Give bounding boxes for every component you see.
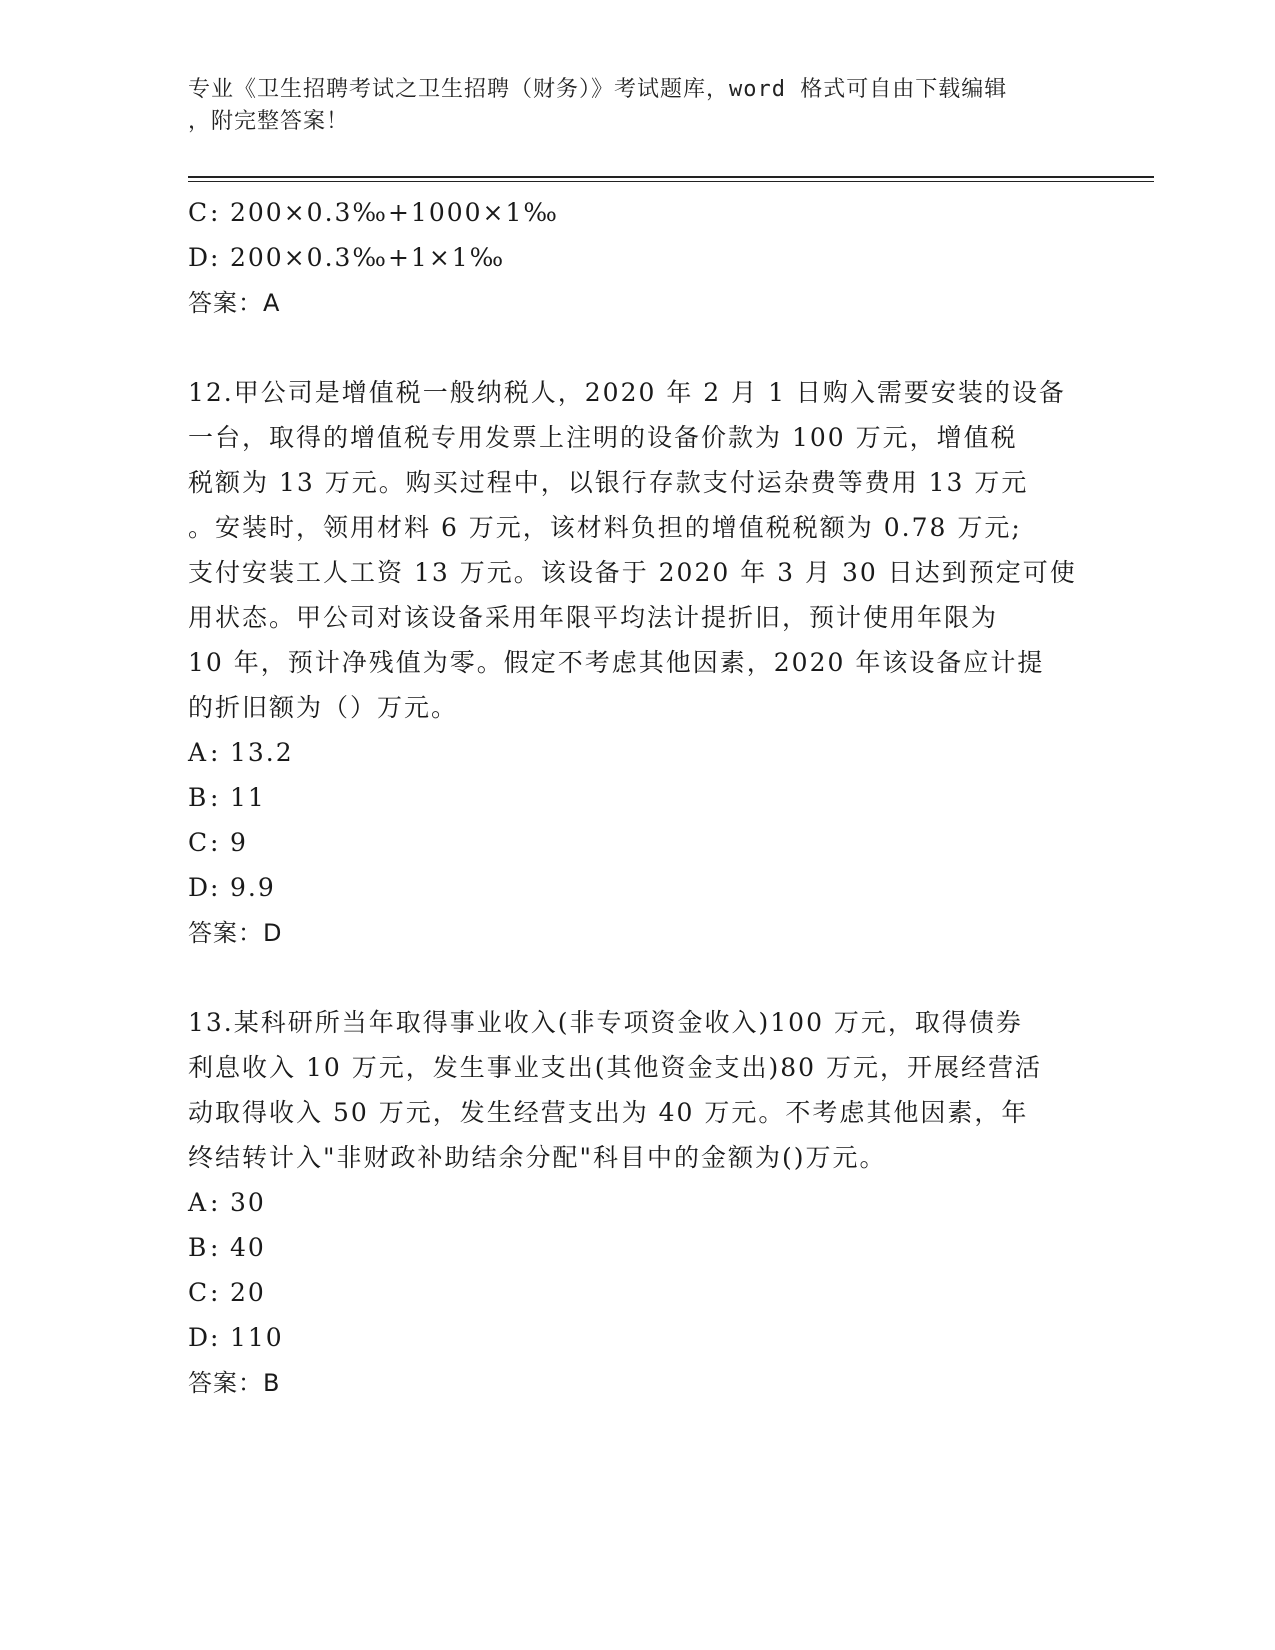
option-b [188,1225,1088,1270]
option-text: 200×0.3‰+1×1‰ [230,243,506,272]
option-separator: : [210,1233,221,1262]
option-letter: A [188,1188,209,1217]
option-text: 13.2 [230,738,294,767]
option-separator: : [210,828,221,857]
question-text-line: 。安装时，领用材料 6 万元，该材料负担的增值税税额为 0.78 万元; [188,513,1022,542]
question-text-line: 动取得收入 50 万元，发生经营支出为 40 万元。不考虑其他因素，年 [188,1098,1029,1127]
option-letter: D [188,1323,211,1352]
spacer [188,956,1088,1000]
question-text-line: 10 年，预计净残值为零。假定不考虑其他因素，2020 年该设备应计提 [188,648,1045,677]
question-text-line: 用状态。甲公司对该设备采用年限平均法计提折旧，预计使用年限为 [188,603,999,632]
header-divider-thick [188,176,1154,178]
option-d [188,865,1088,910]
header-line-2: ，附完整答案！ [188,109,350,134]
document-header [188,74,1088,138]
question-text-line: 13.某科研所当年取得事业收入(非专项资金收入)100 万元，取得债券 [188,1008,1023,1037]
question-text-line: 税额为 13 万元。购买过程中，以银行存款支付运杂费等费用 13 万元 [188,468,1029,497]
option-letter: C [188,198,210,227]
answer-line: 答案：B [188,1369,281,1397]
option-text: 9 [230,828,248,857]
option-separator: : [210,1278,221,1307]
answer-line: 答案：A [188,289,281,317]
header-line-1: 专业《卫生招聘考试之卫生招聘（财务）》考试题库，word 格式可自由下载编辑 [188,77,1008,102]
option-separator: : [210,198,221,227]
option-c [188,1270,1088,1315]
option-letter: C [188,828,210,857]
option-text: 9.9 [230,873,276,902]
option-separator: : [210,243,221,272]
option-d [188,235,1088,280]
option-separator: : [210,1323,221,1352]
question-text-line: 利息收入 10 万元，发生事业支出(其他资金支出)80 万元，开展经营活 [188,1053,1042,1082]
option-b [188,775,1088,820]
option-text: 200×0.3‰+1000×1‰ [230,198,559,227]
option-letter: A [188,738,209,767]
option-separator: : [210,873,221,902]
question-text-line: 一台，取得的增值税专用发票上注明的设备价款为 100 万元，增值税 [188,423,1018,452]
option-separator: : [210,738,221,767]
option-a [188,1180,1088,1225]
option-letter: C [188,1278,210,1307]
option-separator: : [210,1188,221,1217]
question-12 [188,370,1088,956]
option-text: 11 [230,783,266,812]
spacer [188,326,1088,370]
document-body [188,190,1088,1406]
question-text-line: 终结转计入"非财政补助结余分配"科目中的金额为()万元。 [188,1143,887,1172]
option-letter: D [188,243,211,272]
question-text-line: 的折旧额为（）万元。 [188,693,459,722]
question-13 [188,1000,1088,1406]
option-a [188,730,1088,775]
option-d [188,1315,1088,1360]
prev-question [188,190,1088,326]
question-text-line: 12.甲公司是增值税一般纳税人，2020 年 2 月 1 日购入需要安装的设备 [188,378,1066,407]
header-divider-thin [188,181,1154,182]
option-letter: D [188,873,211,902]
option-c [188,820,1088,865]
option-text: 110 [230,1323,284,1352]
option-text: 30 [230,1188,266,1217]
option-c [188,190,1088,235]
option-separator: : [210,783,221,812]
option-letter: B [188,1233,209,1262]
question-text-line: 支付安装工人工资 13 万元。该设备于 2020 年 3 月 30 日达到预定可使 [188,558,1077,587]
answer-line: 答案：D [188,919,283,947]
option-text: 20 [230,1278,266,1307]
option-text: 40 [230,1233,266,1262]
option-letter: B [188,783,209,812]
